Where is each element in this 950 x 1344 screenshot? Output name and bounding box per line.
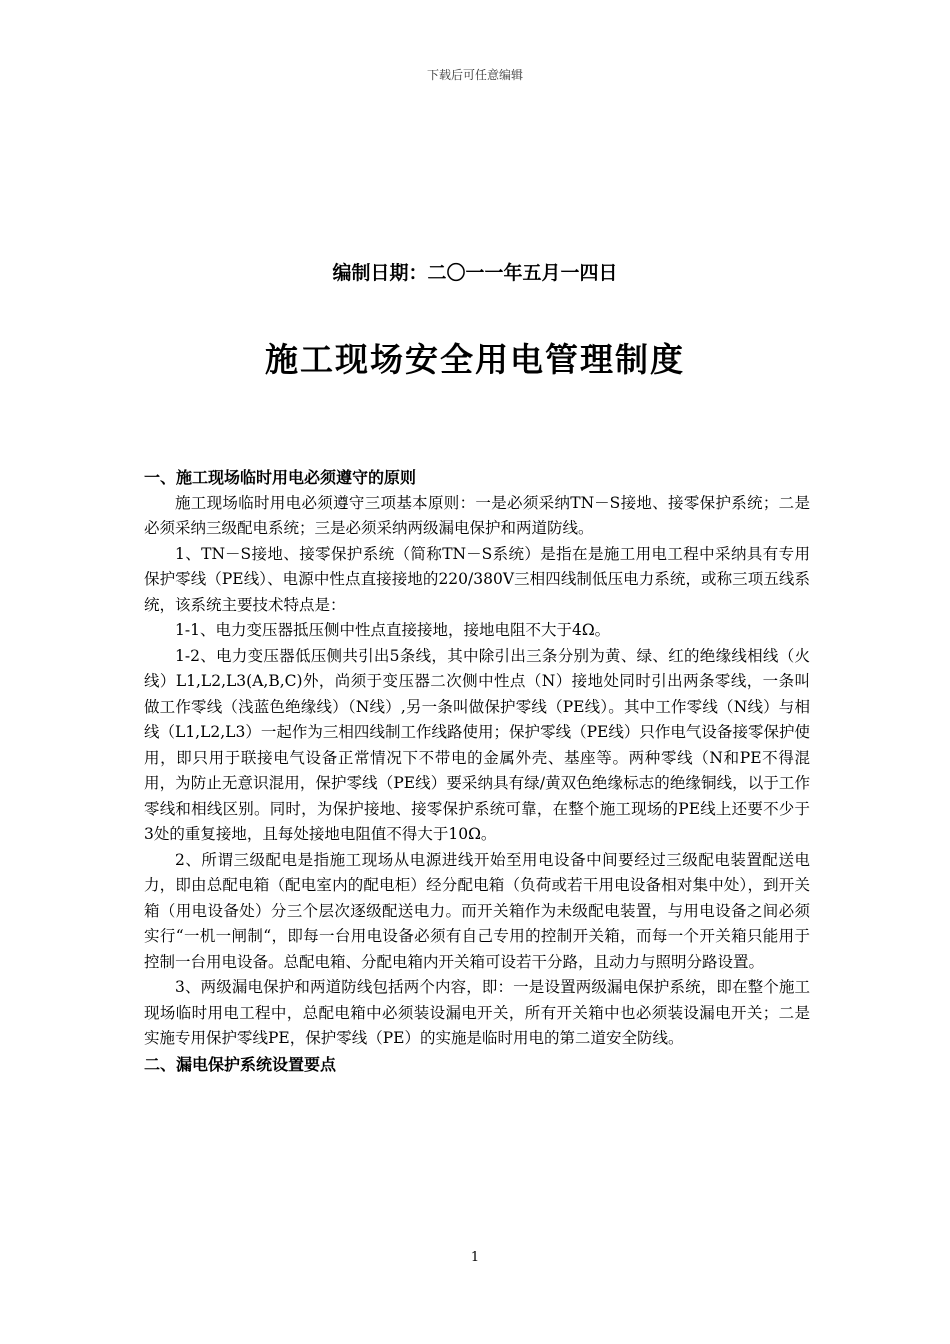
compile-date: 编制日期：二〇一一年五月一四日 — [332, 262, 618, 284]
header-note: 下载后可任意编辑 — [426, 68, 523, 82]
page-number: 1 — [470, 1250, 480, 1265]
section-heading-2: 二、漏电保护系统设置要点 — [144, 1054, 337, 1074]
paragraph: 1-2、电力变压器低压侧共引出5条线，其中除引出三条分别为黄、绿、红的绝缘线相线（火线）L1,L2,L3(A,B,C)外，尚须于变压器二次侧中性点（N）接地处同时引出两条零线，一条叫做工作零线（浅蓝色绝缘线）（N线）,另一条叫做保护零线（PE线）。其中工作零线（N线）与相线（L1,L2,L3）一起作为三相四线制工作线路使用；保护零线（PE线）只作电气设备接零保护使用，即只用于联接电气设备正常情况下不带电的金属外壳、基座等。两种零线（N和PE不得混用，为防止无意识混用，保护零线（PE线）要采纳具有绿/黄双色绝缘标志的绝缘铜线，以于工作零线和相线区别。同时，为保护接地、接零保护系统可靠，在整个施工现场的PE线上还要不少于3处的重复接地，且每处接地电阻值不得大于10Ω。 — [144, 646, 810, 843]
paragraph: 3、两级漏电保护和两道防线包括两个内容，即：一是设置两级漏电保护系统，即在整个施工现场临时用电工程中，总配电箱中必须装设漏电开关，所有开关箱中也必须装设漏电开关；二是实施专用保护零线PE，保护零线（PE）的实施是临时用电的第二道安全防线。 — [144, 978, 810, 1047]
section-heading-1: 一、施工现场临时用电必须遵守的原则 — [144, 468, 417, 487]
paragraph: 施工现场临时用电必须遵守三项基本原则：一是必须采纳TN－S接地、接零保护系统；二是必须采纳三级配电系统；三是必须采纳两级漏电保护和两道防线。 — [144, 493, 810, 537]
document-body — [144, 465, 810, 1077]
paragraph: 1、TN－S接地、接零保护系统（简称TN－S系统）是指在是施工用电工程中采纳具有专用保护零线（PE线）、电源中性点直接接地的220/380V三相四线制低压电力系统，或称三项五线系统，该系统主要技术特点是： — [144, 544, 810, 614]
document-title: 施工现场安全用电管理制度 — [265, 340, 685, 379]
paragraph: 1-1、电力变压器抵压侧中性点直接接地，接地电阻不大于4Ω。 — [175, 621, 611, 639]
paragraph: 2、所谓三级配电是指施工现场从电源进线开始至用电设备中间要经过三级配电装置配送电力，即由总配电箱（配电室内的配电柜）经分配电箱（负荷或若干用电设备相对集中处），到开关箱（用电设备处）分三个层次逐级配送电力。而开关箱作为未级配电装置，与用电设备之间必须实行“一机一闸制“，即每一台用电设备必须有自己专用的控制开关箱，而每一个开关箱只能用于控制一台用电设备。总配电箱、分配电箱内开关箱可设若干分路，且动力与照明分路设置。 — [144, 850, 810, 971]
